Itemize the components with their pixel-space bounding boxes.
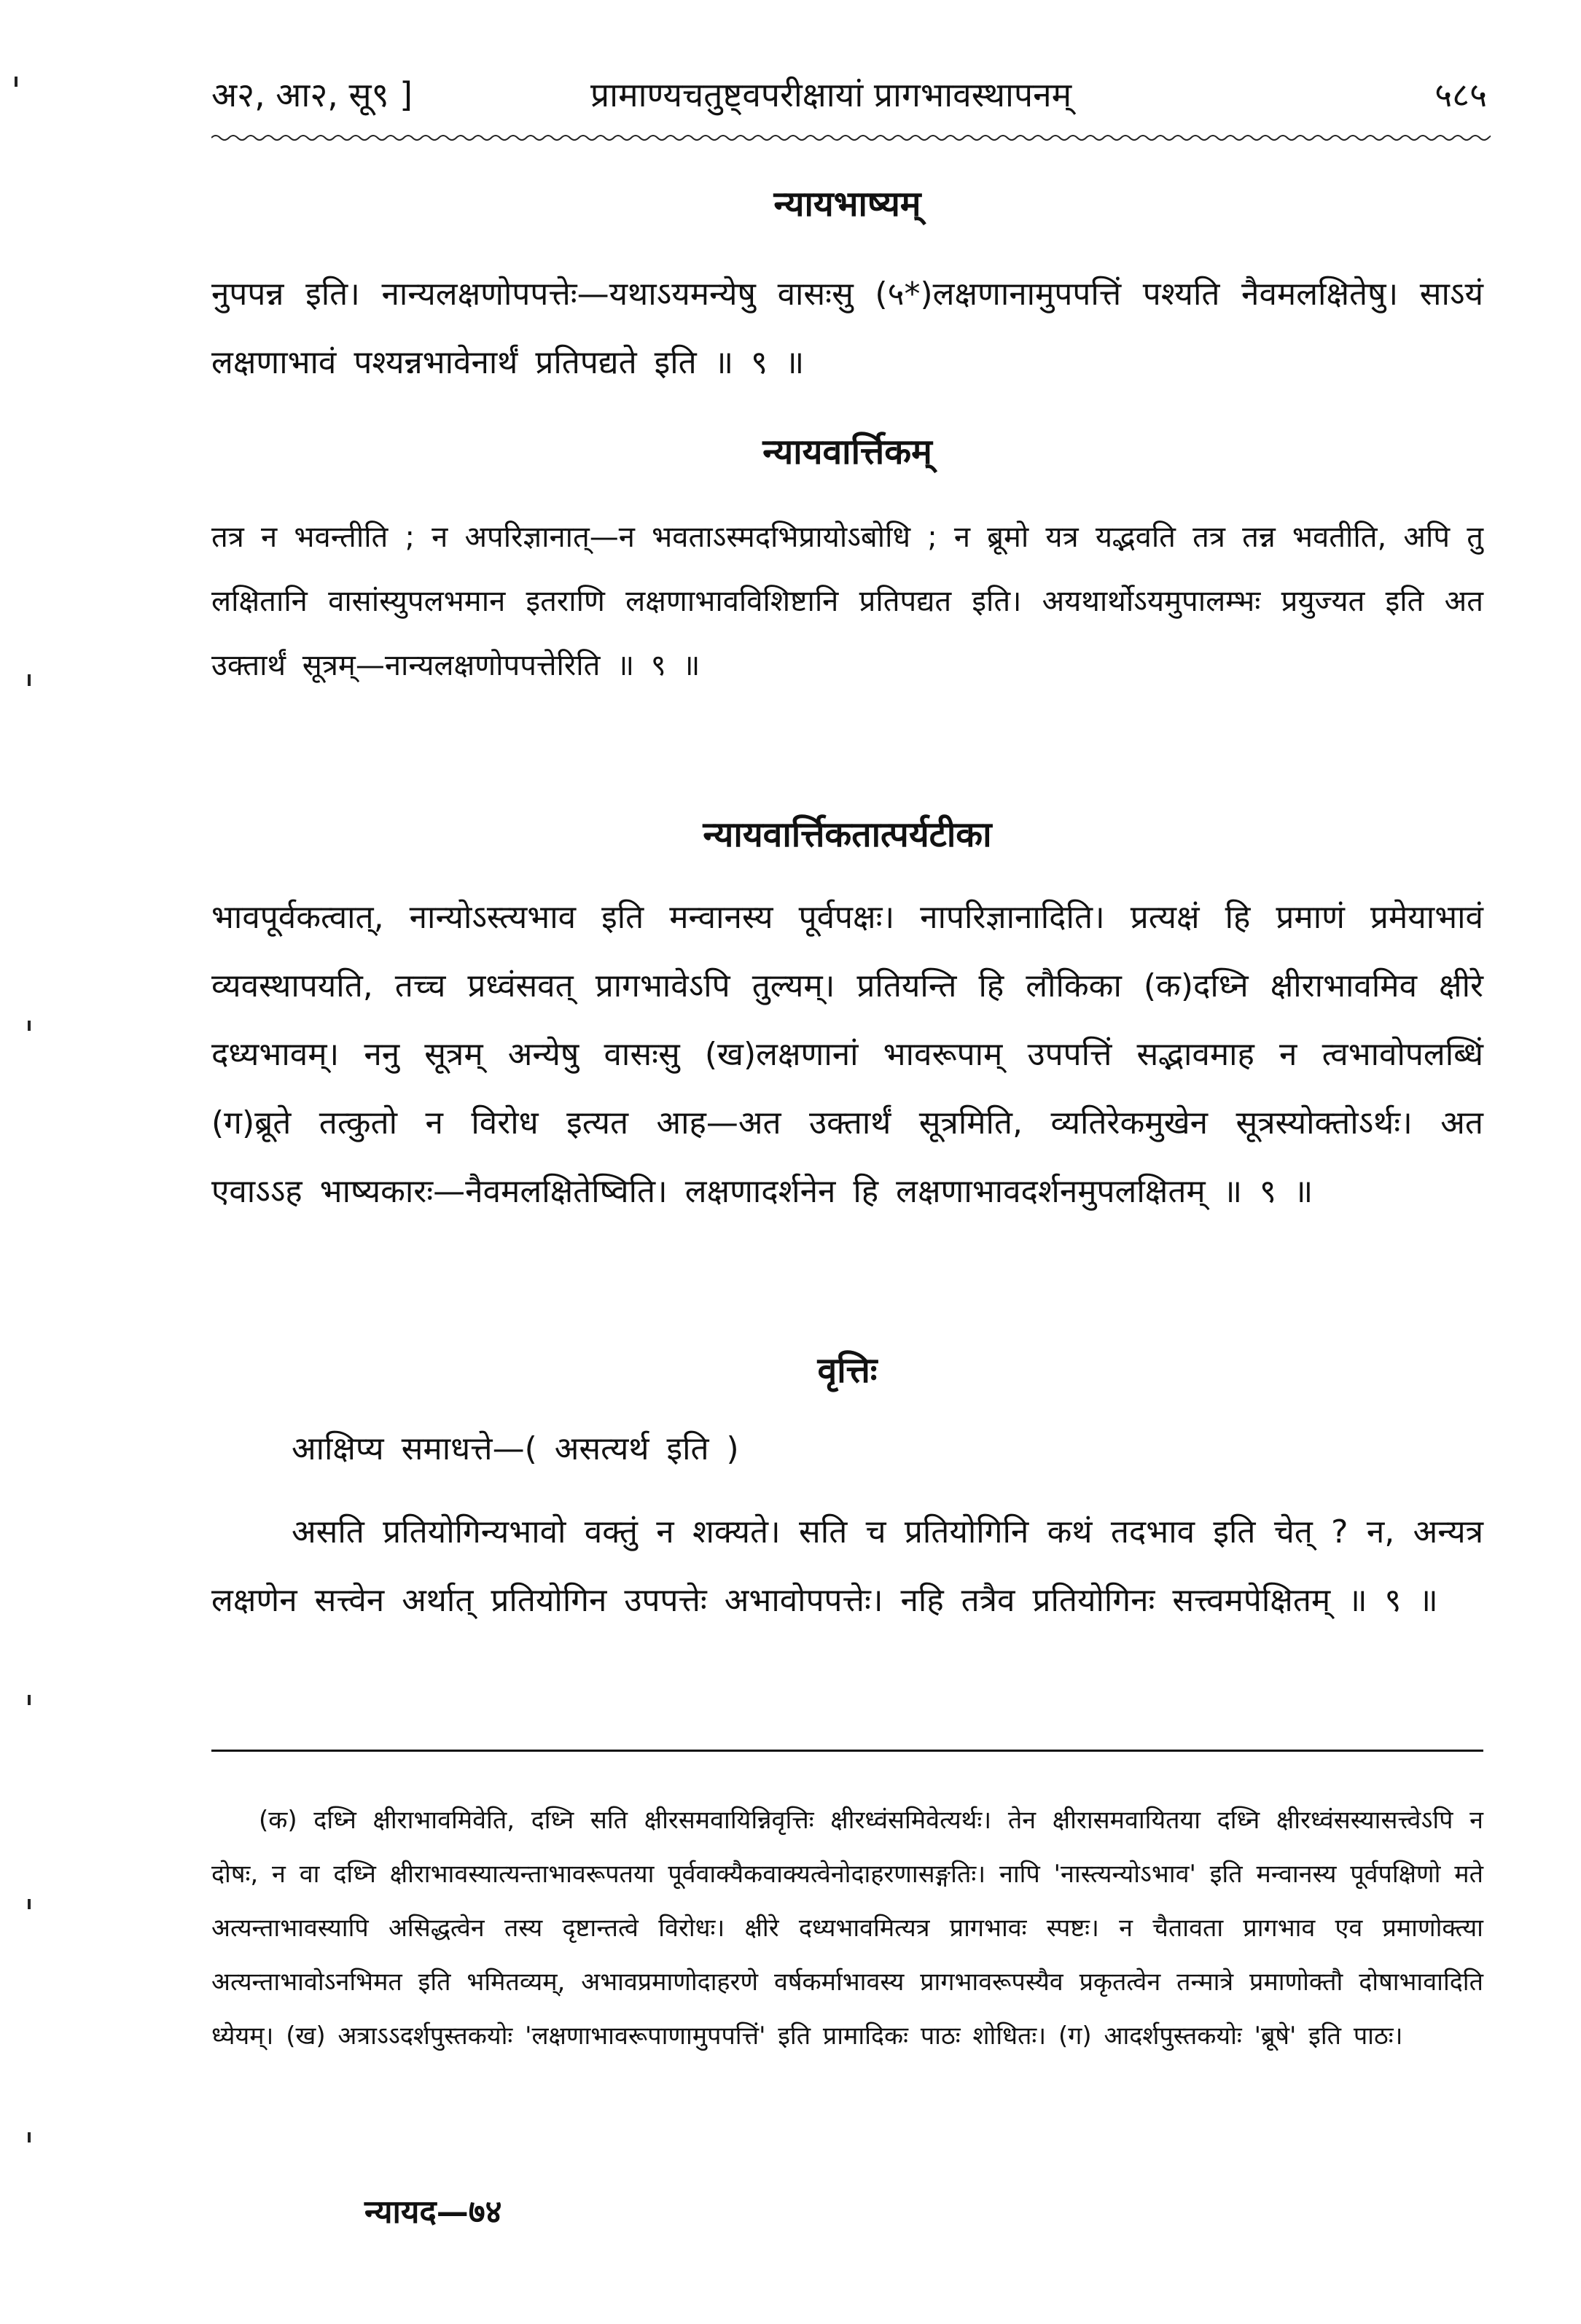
running-head: [211, 62, 1487, 128]
section-heading: न्यायभाष्यम्: [773, 184, 921, 225]
section-paragraph: नुपपन्न इति। नान्यलक्षणोपपत्तेः—यथाऽयमन्येषु वासःसु (५*)लक्षणानामुपपत्तिं पश्यति नैवमलक्षितेषु। साऽयं लक्षणाभावं पश्यन्नभावेनार्थं प्रतिपद्यते इति ॥ ९ ॥: [211, 276, 1483, 381]
margin-mark: [28, 674, 31, 686]
section-paragraph-intro: आक्षिप्य समाधत्ते—( असत्यर्थ इति ): [292, 1430, 739, 1467]
footnote-text: (क) दध्नि क्षीराभावमिवेति, दध्नि सति क्षीरसमवायिन्निवृत्तिः क्षीरध्वंसमिवेत्यर्थः। तेन क्षीरासमवायितया दध्नि क्षीरध्वंसस्यासत्त्वेऽपि न दोषः, न वा दध्नि क्षीराभावस्यात्यन्ताभावरूपतया पूर्ववाक्यैकवाक्यत्वेनोदाहरणासङ्गतिः। नापि 'नास्त्यन्योऽभाव' इति मन्वानस्य पूर्वपक्षिणो मते अत्यन्ताभावस्यापि असिद्धत्वेन तस्य दृष्टान्तत्वे विरोधः। क्षीरे दध्यभावमित्यत्र प्रागभावः स्पष्टः। न चैतावता प्रागभाव एव प्रमाणोक्त्या अत्यन्ताभावोऽनभिमत इति भमितव्यम्, अभावप्रमाणोदाहरणे वर्षकर्माभावस्य प्रागभावरूपस्यैव प्रकृतत्वेन तन्मात्रे प्रमाणोक्तौ दोषाभावादिति ध्येयम्। (ख) अत्राऽऽदर्शपुस्तकयोः 'लक्षणाभावरूपाणामुपपत्तिं' इति प्रामादिकः पाठः शोधितः। (ग) आदर्शपुस्तकयोः 'ब्रूषे' इति पाठः।: [211, 1806, 1483, 2051]
section-heading: वृत्तिः: [817, 1350, 878, 1391]
section-vritti: [211, 1345, 1483, 1635]
footnote-rule: [211, 1750, 1483, 1752]
running-title: प्रामाण्यचतुष्ट्वपरीक्षायां प्रागभावस्थापनम्: [590, 75, 1072, 114]
page-number: ५८५: [1434, 75, 1487, 114]
margin-mark: [15, 77, 17, 87]
section-nyaya-varttika: [211, 426, 1483, 698]
section-tatparya-tika: [211, 809, 1483, 1226]
section-heading: न्यायवार्त्तिकम्: [762, 432, 932, 472]
footnotes: [211, 1793, 1483, 2063]
wavy-divider: [211, 133, 1491, 143]
section-paragraph: भावपूर्वकत्वात्, नान्योऽस्त्यभाव इति मन्वानस्य पूर्वपक्षः। नापरिज्ञानादिति। प्रत्यक्षं हि प्रमाणं प्रमेयाभावं व्यवस्थापयति, तच्च प्रध्वंसवत् प्रागभावेऽपि तुल्यम्। प्रतियन्ति हि लौकिका (क)दध्नि क्षीराभावमिव क्षीरे दध्यभावम्। ननु सूत्रम् अन्येषु वासःसु (ख)लक्षणानां भावरूपाम् उपपत्तिं सद्भावमाह न त्वभावोपलब्धिं (ग)ब्रूते तत्कुतो न विरोध इत्यत आह—अत उक्तार्थं सूत्रमिति, व्यतिरेकमुखेन सूत्रस्योक्तोऽर्थः। अत एवाऽऽह भाष्यकारः—नैवमलक्षितेष्विति। लक्षणादर्शनेन हि लक्षणाभावदर्शनमुपलक्षितम् ॥ ९ ॥: [211, 899, 1483, 1210]
margin-mark: [28, 1899, 31, 1909]
margin-mark: [28, 1021, 31, 1031]
margin-mark: [28, 2132, 31, 2142]
margin-mark: [28, 1695, 31, 1705]
printer-signature: न्यायद—७४: [364, 2194, 502, 2231]
chapter-reference: अ२, आ२, सू९ ]: [211, 75, 413, 114]
section-nyaya-bhashya: [211, 179, 1483, 397]
section-paragraph: तत्र न भवन्तीति ; न अपरिज्ञानात्—न भवताऽस्मदभिप्रायोऽबोधि ; न ब्रूमो यत्र यद्भवति तत्र तन्न भवतीति, अपि तु लक्षितानि वासांस्युपलभमान इतराणि लक्षणाभावविशिष्टानि प्रतिपद्यत इति। अयथार्थोऽयमुपालम्भः प्रयुज्यत इति अत उक्तार्थं सूत्रम्—नान्यलक्षणोपपत्तेरिति ॥ ९ ॥: [211, 520, 1483, 682]
section-heading: न्यायवार्त्तिकतात्पर्यटीका: [703, 814, 992, 855]
section-paragraph: असति प्रतियोगिन्यभावो वक्तुं न शक्यते। सति च प्रतियोगिनि कथं तदभाव इति चेत् ? न, अन्यत्र लक्षणेन सत्त्वेन अर्थात् प्रतियोगिन उपपत्तेः अभावोपपत्तेः। नहि तत्रैव प्रतियोगिनः सत्त्वमपेक्षितम् ॥ ९ ॥: [211, 1513, 1483, 1619]
